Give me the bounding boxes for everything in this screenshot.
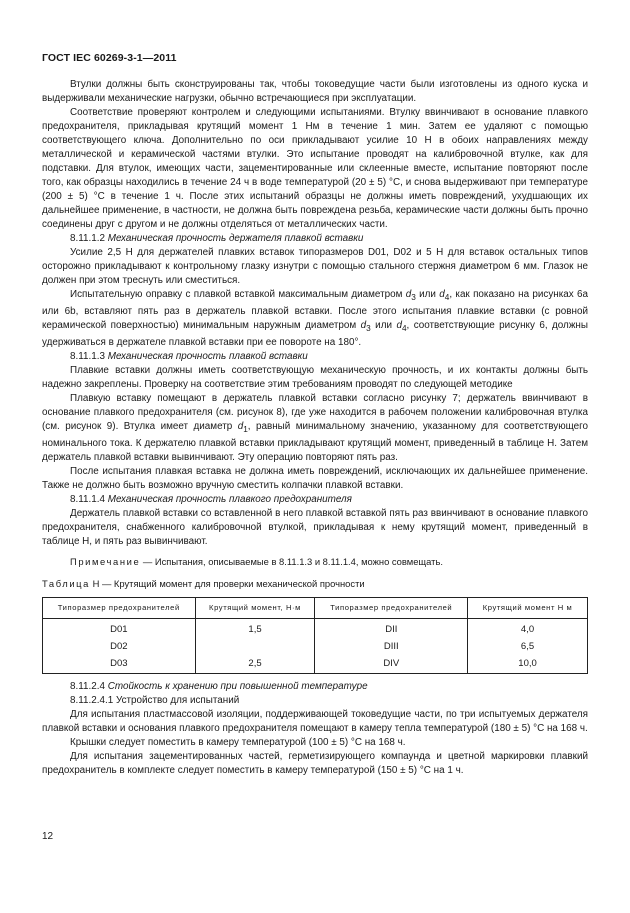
section-title: Механическая прочность плавкой вставки — [107, 350, 308, 362]
table-header-row — [43, 597, 588, 618]
note-text: — Испытания, описываемые в 8.11.1.3 и 8.11.1.4, можно совмещать. — [140, 555, 443, 567]
page-body — [42, 78, 588, 778]
section-heading-8-11-1-3 — [42, 350, 588, 364]
table-caption-label: Таблица — [42, 577, 90, 589]
section-title: Устройство для испытаний — [115, 694, 240, 706]
table-cell: 1,5 — [195, 618, 315, 639]
table-header-cell: Типоразмер предохранителей — [43, 597, 196, 618]
paragraph: Для испытания зацементированных частей, герметизирующего компаунда и цветной маркировки плавкий предохранитель в комплекте следует поместить в камеру температурой (150 ± 5) °С на 1 ч. — [42, 750, 588, 776]
table-cell: DIV — [315, 656, 468, 674]
section-number: 8.11.2.4.1 — [70, 694, 114, 706]
paragraph: Держатель плавкой вставки со вставленной в него плавкой вставкой пять раз ввинчивают в основание плавкого предохранителя, снабженного калибровочной втулкой, прикладывая к нему крутящий момент, приведенный в таблице Н, и пять раз вывинчивают. — [42, 507, 588, 547]
table-cell — [195, 639, 315, 656]
table-cell: D02 — [43, 639, 196, 656]
paragraph: Усилие 2,5 Н для держателей плавких вставок типоразмеров D01, D02 и 5 Н для вставок остальных типов осторожно прикладывают к контрольному глазку изнутри с помощью стального стержня диаметром 6 мм. Глазок не должен при этом треснуть или сместиться. — [42, 247, 588, 286]
table-row — [43, 656, 588, 674]
paragraph: Втулки должны быть сконструированы так, чтобы токоведущие части были изготовлены из одного куска и выдерживали механические нагрузки, обычно встречающиеся при эксплуатации. — [42, 79, 588, 104]
table-caption-text: Н — Крутящий момент для проверки механической прочности — [89, 577, 365, 589]
table-cell: D03 — [43, 656, 196, 674]
paragraph: Плавкие вставки должны иметь соответствующую механическую прочность, и их контакты должны быть надежно закреплены. Проверку на соответствие этим требованиям проводят по следующей методике — [42, 364, 588, 390]
table-cell: 10,0 — [468, 656, 588, 674]
section-heading-8-11-2-4 — [42, 680, 588, 694]
table-cell: DIII — [315, 639, 468, 656]
section-title: Механическая прочность плавкого предохранителя — [107, 493, 352, 505]
section-heading-8-11-1-2 — [42, 232, 588, 246]
note-label: Примечание — [70, 555, 141, 567]
page-number: 12 — [42, 831, 54, 842]
table-header-cell: Крутящий момент, Н·м — [195, 597, 315, 618]
standard-header: ГОСТ IEC 60269-3-1—2011 — [42, 52, 177, 64]
section-number: 8.11.1.3 — [70, 350, 105, 362]
table-cell: 6,5 — [468, 639, 588, 656]
section-title: Стойкость к хранению при повышенной температуре — [107, 680, 368, 692]
torque-table — [42, 597, 588, 674]
section-heading-8-11-2-4-1 — [42, 694, 588, 708]
section-title: Механическая прочность держателя плавкой вставки — [107, 233, 364, 244]
table-cell: DII — [315, 618, 468, 639]
table-row — [43, 618, 588, 639]
paragraph: Крышки следует поместить в камеру температурой (100 ± 5) °С на 168 ч. — [70, 736, 406, 748]
table-cell: D01 — [43, 618, 196, 639]
table-cell: 2,5 — [195, 656, 315, 674]
table-caption — [42, 577, 588, 591]
paragraph-fuse-test: Плавкую вставку помещают в держатель плавкой вставки согласно рисунку 7; держатель ввинчивают в основание плавкого предохранителя (см. рисунок 8), где уже находится в рабочем положении калибровочная втулка (см. рисунок 9). Втулка имеет диаметр $d_1$, равный минимальному значению, указанному для соответствующего номинального тока. К держателю плавкой вставки прикладывают крутящий момент, приведенный в таблице Н. Затем держатель плавкой вставки вывинчивают. Эту операцию повторяют пять раз. — [42, 392, 588, 463]
paragraph: Соответствие проверяют контролем и следующими испытаниями. Втулку ввинчивают в основание плавкого предохранителя, прикладывая крутящий момент 1 Нм в течение 1 мин. Затем ее удаляют с помощью соответствующего ключа. Дополнительно по оси прикладывают усилие 10 Н в обоих направлениях между металлической и керамической частями втулки. Это испытание проводят на калибровочной втулке, как для подставки. Для втулок, имеющих части, зацементированные или склеенные вместе, испытание повторяют после того, как образцы находились в течение 24 ч в воде температурой (20 ± 5) °С, и снова выдерживают при температуре (200 ± 5) °С в течение 1 ч. После этих испытаний образцы не должны иметь повреждений, ухудшающих их дальнейшее применение, в частности, не должна быть повреждена резьба, керамические части должны быть прочно соединены друг с другом и не должны отделяться от металлических части. — [42, 107, 588, 230]
table-cell: 4,0 — [468, 618, 588, 639]
paragraph: Для испытания пластмассовой изоляции, поддерживающей токоведущие части, по три испытуемых держателя плавкой вставки и основания плавкого предохранителя помещают в камеру тепла температурой (180 ± 5) °С на 168 ч. — [42, 708, 588, 734]
section-number: 8.11.2.4 — [70, 680, 105, 692]
table-row — [43, 639, 588, 656]
section-heading-8-11-1-4 — [42, 493, 588, 507]
section-number: 8.11.1.4 — [70, 493, 105, 505]
table-header-cell: Крутящий момент Н м — [468, 597, 588, 618]
paragraph: После испытания плавкая вставка не должна иметь повреждений, исключающих их дальнейшее применение. Также не должно быть возможно вручную сместить колпачки плавкой вставки. — [42, 465, 588, 491]
table-header-cell: Типоразмер предохранителей — [315, 597, 468, 618]
note — [42, 555, 588, 569]
paragraph-gauge-test: Испытательную оправку с плавкой вставкой максимальным диаметром $d_3$ или $d_4$, как показано на рисунках 6а или 6b, вставляют пять раз в держатель плавкой вставки. После этого испытания плавкие вставки (с ровной керамической поверхностью) минимальным наружным диаметром $d_3$ или $d_4$, соответствующие рисунку 6, должны удерживаться в держателе плавкой вставки при ее повороте на 180°. — [42, 289, 588, 348]
section-number: 8.11.1.2 — [70, 233, 105, 244]
